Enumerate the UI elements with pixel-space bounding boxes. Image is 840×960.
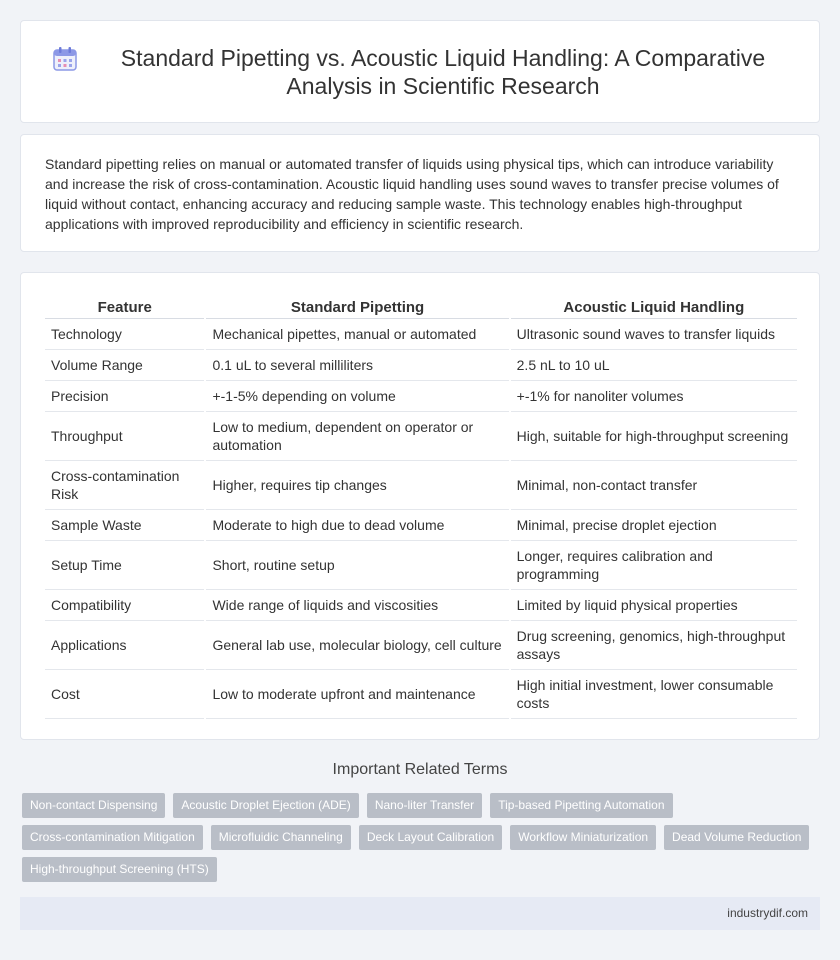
tag-deck-layout-calibration[interactable]: Deck Layout Calibration xyxy=(359,825,502,850)
tag-non-contact-dispensing[interactable]: Non-contact Dispensing xyxy=(22,793,165,818)
cell-acoustic: Longer, requires calibration and programming xyxy=(511,541,797,590)
cell-feature: Technology xyxy=(45,319,204,350)
cell-acoustic: Minimal, non-contact transfer xyxy=(511,461,797,510)
tag-workflow-miniaturization[interactable]: Workflow Miniaturization xyxy=(510,825,656,850)
comparison-table xyxy=(43,295,799,719)
cell-standard: Wide range of liquids and viscosities xyxy=(206,590,508,621)
cell-standard: General lab use, molecular biology, cell culture xyxy=(206,621,508,670)
page-title: Standard Pipetting vs. Acoustic Liquid Handling: A Comparative Analysis in Scientific Research xyxy=(120,44,766,99)
header-card xyxy=(20,20,820,123)
table-row xyxy=(45,541,797,590)
related-terms-title: Important Related Terms xyxy=(332,761,508,778)
intro-card xyxy=(20,134,820,252)
cell-acoustic: Minimal, precise droplet ejection xyxy=(511,510,797,541)
table-row xyxy=(45,510,797,541)
cell-standard: 0.1 uL to several milliliters xyxy=(206,350,508,381)
cell-standard: Moderate to high due to dead volume xyxy=(206,510,508,541)
footer xyxy=(20,897,820,930)
cell-feature: Applications xyxy=(45,621,204,670)
cell-feature: Throughput xyxy=(45,412,204,461)
intro-paragraph: Standard pipetting relies on manual or automated transfer of liquids using physical tips, which can introduce variability and increase the risk of cross-contamination. Acoustic liquid handling uses sound waves to transfer precise volumes of liquid without contact, enhancing accuracy and reducing sample waste. This technology enables high-throughput applications with improved reproducibility and efficiency in scientific research. xyxy=(45,156,779,232)
title-wrap xyxy=(21,21,819,122)
table-header-row xyxy=(45,295,797,319)
cell-acoustic: Ultrasonic sound waves to transfer liquids xyxy=(511,319,797,350)
tag-acoustic-droplet-ejection[interactable]: Acoustic Droplet Ejection (ADE) xyxy=(173,793,358,818)
tag-dead-volume-reduction[interactable]: Dead Volume Reduction xyxy=(664,825,809,850)
tag-cross-contamination-mitigation[interactable]: Cross-contamination Mitigation xyxy=(22,825,203,850)
footer-site-link[interactable]: industrydif.com xyxy=(727,906,808,920)
cell-feature: Compatibility xyxy=(45,590,204,621)
cell-feature: Cross-contamination Risk xyxy=(45,461,204,510)
cell-standard: Higher, requires tip changes xyxy=(206,461,508,510)
table-row xyxy=(45,381,797,412)
cell-standard: Low to moderate upfront and maintenance xyxy=(206,670,508,719)
calendar-icon xyxy=(51,45,79,73)
comparison-card xyxy=(20,272,820,740)
tag-nano-liter-transfer[interactable]: Nano-liter Transfer xyxy=(367,793,482,818)
cell-standard: Low to medium, dependent on operator or automation xyxy=(206,412,508,461)
cell-feature: Volume Range xyxy=(45,350,204,381)
cell-feature: Sample Waste xyxy=(45,510,204,541)
table-row xyxy=(45,461,797,510)
table-row xyxy=(45,412,797,461)
header-feature: Feature xyxy=(45,295,204,319)
table-row xyxy=(45,590,797,621)
tag-high-throughput-screening[interactable]: High-throughput Screening (HTS) xyxy=(22,857,217,882)
cell-feature: Cost xyxy=(45,670,204,719)
header-standard-pipetting: Standard Pipetting xyxy=(206,295,508,319)
table-row xyxy=(45,670,797,719)
header-acoustic-liquid-handling: Acoustic Liquid Handling xyxy=(511,295,797,319)
cell-acoustic: High initial investment, lower consumable costs xyxy=(511,670,797,719)
table-row xyxy=(45,350,797,381)
table-row xyxy=(45,319,797,350)
cell-acoustic: 2.5 nL to 10 uL xyxy=(511,350,797,381)
table-row xyxy=(45,621,797,670)
tag-microfluidic-channeling[interactable]: Microfluidic Channeling xyxy=(211,825,351,850)
cell-standard: Short, routine setup xyxy=(206,541,508,590)
cell-acoustic: Drug screening, genomics, high-throughput assays xyxy=(511,621,797,670)
cell-feature: Precision xyxy=(45,381,204,412)
related-terms-tags xyxy=(22,793,822,889)
cell-standard: +-1-5% depending on volume xyxy=(206,381,508,412)
cell-acoustic: High, suitable for high-throughput screening xyxy=(511,412,797,461)
cell-acoustic: +-1% for nanoliter volumes xyxy=(511,381,797,412)
tag-tip-based-pipetting-automation[interactable]: Tip-based Pipetting Automation xyxy=(490,793,672,818)
cell-acoustic: Limited by liquid physical properties xyxy=(511,590,797,621)
cell-feature: Setup Time xyxy=(45,541,204,590)
cell-standard: Mechanical pipettes, manual or automated xyxy=(206,319,508,350)
